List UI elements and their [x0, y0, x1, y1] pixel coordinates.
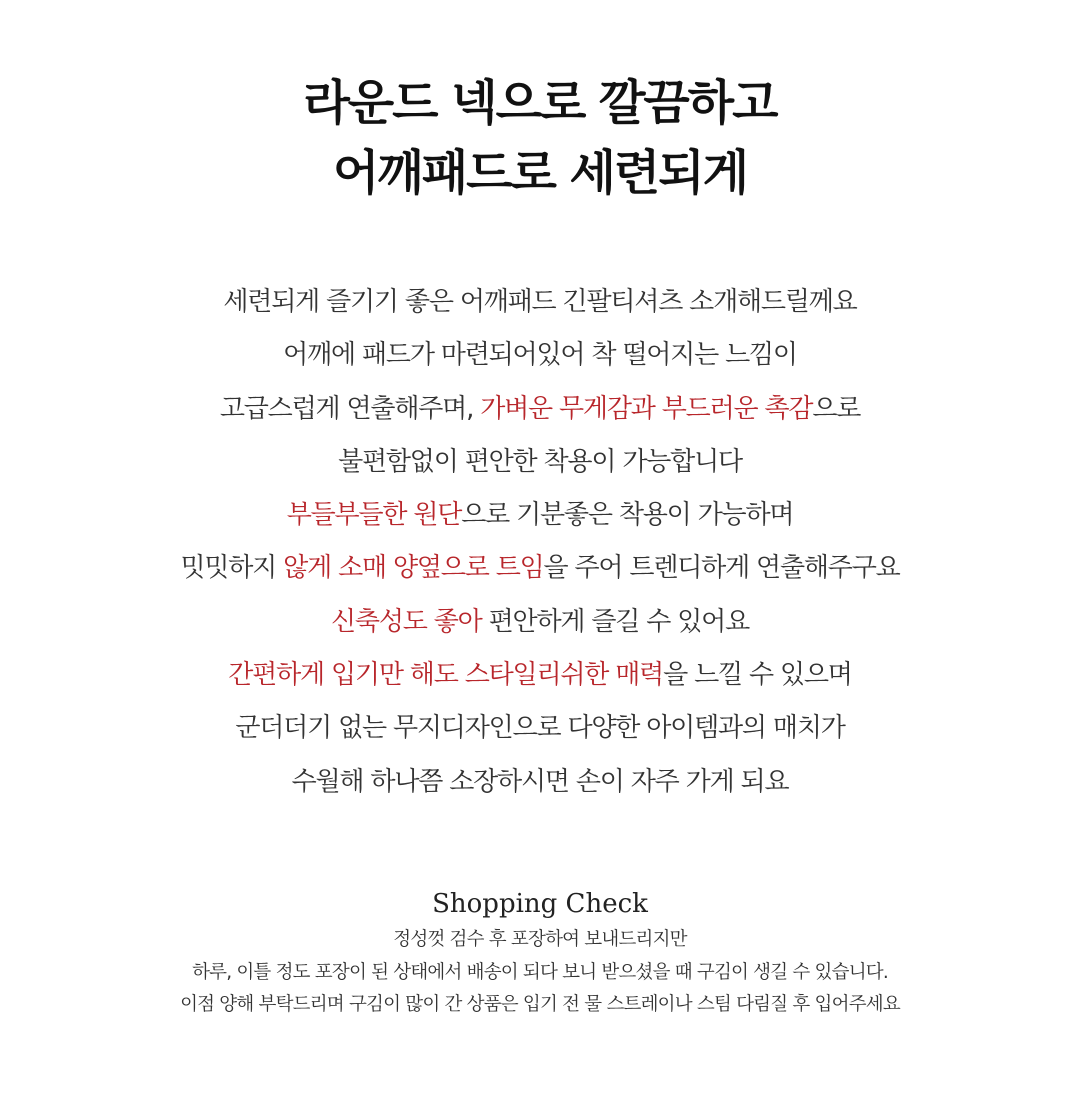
highlight-text: 않게 소매 양옆으로 트임 [283, 553, 544, 584]
shopping-check-line-3: 이점 양해 부탁드리며 구김이 많이 간 상품은 입기 전 물 스트레이나 스팀 다림질 후 입어주세요 [180, 994, 900, 1015]
shopping-check-line-2: 하루, 이틀 정도 포장이 된 상태에서 배송이 되다 보니 받으셨을 때 구김이 생길 수 있습니다. [192, 961, 888, 983]
highlight-text: 간편하게 입기만 해도 스타일리쉬한 매력 [228, 660, 664, 691]
highlight-text: 가벼운 무게감과 부드러운 촉감 [480, 393, 813, 424]
body-text: 불편함없이 편안한 착용이 가능합니다 [338, 446, 742, 477]
description-line [0, 436, 1080, 489]
description-line [0, 702, 1080, 755]
body-text: 어깨에 패드가 마련되어있어 착 떨어지는 느낌이 [283, 340, 797, 371]
body-text: 으로 기분좋은 착용이 가능하며 [461, 500, 794, 531]
highlight-text: 신축성도 좋아 [331, 606, 482, 637]
description-line [0, 276, 1080, 329]
headline-line-2: 어깨패드로 세련되게 [332, 145, 748, 201]
shopping-check-line-1: 정성껏 검수 후 포장하여 보내드리지만 [393, 929, 687, 950]
description-line [0, 756, 1080, 809]
description-line [0, 329, 1080, 382]
body-text: 세련되게 즐기기 좋은 어깨패드 긴팔티셔츠 소개해드릴께요 [223, 287, 857, 317]
description-line [0, 489, 1080, 542]
body-text: 밋밋하지 [180, 553, 284, 584]
description-line [0, 542, 1080, 595]
body-text: 고급스럽게 연출해주며, [219, 393, 481, 424]
description-line [0, 383, 1080, 436]
description-line [0, 649, 1080, 702]
body-text: 으로 [812, 393, 861, 424]
body-text: 수월해 하나쯤 소장하시면 손이 자주 가게 되요 [291, 766, 789, 797]
shopping-check-title: Shopping Check [432, 889, 648, 919]
body-text: 을 느낄 수 있으며 [663, 660, 852, 691]
shopping-check-section [0, 884, 1080, 1022]
headline [0, 68, 1080, 208]
body-text: 군더더기 없는 무지디자인으로 다양한 아이템과의 매치가 [235, 713, 845, 744]
description-line [0, 596, 1080, 649]
headline-line-1: 라운드 넥으로 깔끔하고 [303, 75, 777, 131]
description-copy [0, 276, 1080, 809]
highlight-text: 부들부들한 원단 [286, 500, 462, 531]
body-text: 을 주어 트렌디하게 연출해주구요 [543, 553, 900, 584]
body-text: 편안하게 즐길 수 있어요 [481, 606, 749, 637]
